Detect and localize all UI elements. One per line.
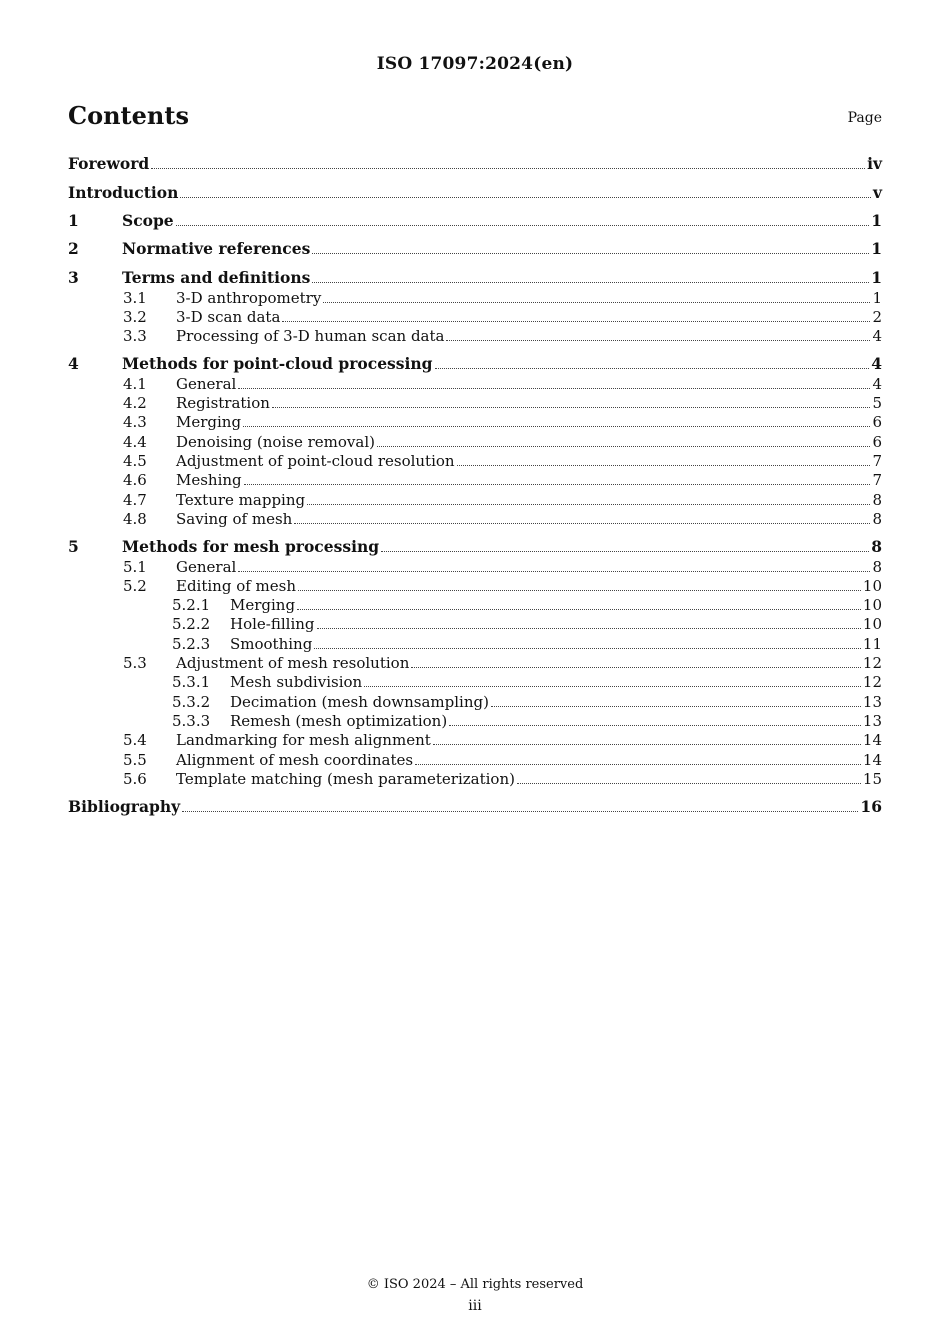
toc-entry[interactable] bbox=[68, 326, 882, 346]
toc-dot-leader bbox=[312, 281, 869, 283]
toc-entry-title: Hole-filling bbox=[230, 615, 315, 633]
toc-entry-title: Bibliography bbox=[68, 797, 181, 816]
toc-entry-page: 10 bbox=[862, 577, 882, 595]
toc-entry[interactable] bbox=[68, 769, 882, 789]
toc-entry-number: 4 bbox=[68, 354, 79, 373]
toc-entry-title: Processing of 3-D human scan data bbox=[176, 327, 445, 345]
toc-entry-page: iv bbox=[867, 154, 882, 173]
toc-entry-title: Meshing bbox=[176, 471, 242, 489]
toc-entry-page: 4 bbox=[872, 375, 882, 393]
toc-entry-page: 6 bbox=[872, 413, 882, 431]
toc-entry-title: Merging bbox=[176, 413, 242, 431]
toc-entry-title: Adjustment of mesh resolution bbox=[176, 654, 410, 672]
toc-entry-title: Methods for mesh processing bbox=[122, 537, 380, 556]
toc-entry-number: 4.1 bbox=[123, 375, 147, 393]
toc-entry-title: 3-D anthropometry bbox=[176, 289, 322, 307]
toc-entry[interactable] bbox=[68, 412, 882, 432]
toc-entry-page: 7 bbox=[872, 452, 882, 470]
toc-entry-page: 15 bbox=[862, 770, 882, 788]
toc-entry-title: Scope bbox=[122, 211, 174, 230]
document-id: ISO 17097:2024(en) bbox=[376, 54, 574, 74]
toc-entry-title: Mesh subdivision bbox=[230, 673, 363, 691]
toc-entry-number: 5 bbox=[68, 537, 79, 556]
toc-dot-leader bbox=[491, 705, 861, 707]
toc-entry-page: 4 bbox=[872, 327, 882, 345]
toc-entry-page: 8 bbox=[872, 491, 882, 509]
toc-dot-leader bbox=[297, 608, 861, 610]
toc-entry[interactable] bbox=[68, 634, 882, 654]
toc-entry-page: 14 bbox=[862, 751, 882, 769]
toc-dot-leader bbox=[151, 167, 865, 169]
toc-entry-page: 10 bbox=[862, 596, 882, 614]
toc-entry[interactable] bbox=[68, 268, 882, 288]
toc-entry-title: Adjustment of point-cloud resolution bbox=[176, 452, 455, 470]
toc-entry-number: 4.3 bbox=[123, 413, 147, 431]
toc-dot-leader bbox=[517, 782, 861, 784]
toc-entry[interactable] bbox=[68, 537, 882, 557]
copyright-footer: © ISO 2024 – All rights reserved bbox=[366, 1277, 584, 1292]
toc-entry-page: 7 bbox=[872, 471, 882, 489]
toc-entry-title: Denoising (noise removal) bbox=[176, 433, 375, 451]
toc-entry[interactable] bbox=[68, 576, 882, 596]
toc-entry-number: 5.3.1 bbox=[172, 673, 211, 691]
toc-dot-leader bbox=[364, 685, 861, 687]
toc-entry-page: 8 bbox=[872, 558, 882, 576]
toc-entry[interactable] bbox=[68, 451, 882, 471]
toc-entry-number: 5.4 bbox=[123, 731, 147, 749]
toc-entry-page: 12 bbox=[862, 673, 882, 691]
toc-dot-leader bbox=[294, 522, 870, 524]
toc-entry-number: 3.2 bbox=[123, 308, 147, 326]
toc-entry-title: Merging bbox=[230, 596, 296, 614]
toc-entry-title: Registration bbox=[176, 394, 270, 412]
toc-entry[interactable] bbox=[68, 183, 882, 203]
toc-dot-leader bbox=[272, 406, 871, 408]
toc-entry-number: 4.2 bbox=[123, 394, 147, 412]
toc-entry[interactable] bbox=[68, 307, 882, 327]
toc-dot-leader bbox=[238, 570, 870, 572]
toc-entry[interactable] bbox=[68, 672, 882, 692]
toc-entry[interactable] bbox=[68, 211, 882, 231]
toc-entry-page: 11 bbox=[862, 635, 882, 653]
toc-entry-title: Editing of mesh bbox=[176, 577, 297, 595]
toc-entry-number: 5.3.3 bbox=[172, 712, 211, 730]
toc-entry[interactable] bbox=[68, 354, 882, 374]
toc-entry-number: 5.1 bbox=[123, 558, 147, 576]
toc-entry-title: Decimation (mesh downsampling) bbox=[230, 693, 489, 711]
toc-dot-leader bbox=[449, 724, 861, 726]
toc-dot-leader bbox=[298, 589, 861, 591]
toc-entry-number: 1 bbox=[68, 211, 79, 230]
toc-entry-number: 5.5 bbox=[123, 751, 147, 769]
toc-entry[interactable] bbox=[68, 653, 882, 673]
toc-entry[interactable] bbox=[68, 595, 882, 615]
toc-entry-title: Terms and definitions bbox=[122, 268, 311, 287]
toc-entry-page: 8 bbox=[871, 537, 882, 556]
toc-entry-title: Texture mapping bbox=[176, 491, 306, 509]
toc-dot-leader bbox=[415, 763, 861, 765]
toc-entry-number: 5.3 bbox=[123, 654, 147, 672]
contents-title: Contents bbox=[68, 101, 189, 130]
toc-entry-number: 4.5 bbox=[123, 452, 147, 470]
toc-dot-leader bbox=[317, 627, 861, 629]
toc-entry-title: Normative references bbox=[122, 239, 311, 258]
toc-entry-number: 4.7 bbox=[123, 491, 147, 509]
toc-entry[interactable] bbox=[68, 490, 882, 510]
toc-entry-page: v bbox=[872, 183, 882, 202]
toc-entry-title: Landmarking for mesh alignment bbox=[176, 731, 431, 749]
toc-entry[interactable] bbox=[68, 711, 882, 731]
toc-entry[interactable] bbox=[68, 557, 882, 577]
toc-entry[interactable] bbox=[68, 393, 882, 413]
toc-dot-leader bbox=[381, 550, 869, 552]
toc-entry[interactable] bbox=[68, 509, 882, 529]
toc-entry-number: 3.3 bbox=[123, 327, 147, 345]
toc-entry[interactable] bbox=[68, 470, 882, 490]
toc-entry-title: Alignment of mesh coordinates bbox=[176, 751, 414, 769]
toc-entry-page: 13 bbox=[862, 712, 882, 730]
toc-entry-page: 6 bbox=[872, 433, 882, 451]
toc-entry-title: Remesh (mesh optimization) bbox=[230, 712, 448, 730]
toc-entry-page: 5 bbox=[872, 394, 882, 412]
toc-entry-number: 5.2.3 bbox=[172, 635, 211, 653]
toc-dot-leader bbox=[238, 387, 870, 389]
toc-entry-page: 1 bbox=[871, 211, 882, 230]
toc-dot-leader bbox=[433, 743, 861, 745]
page-number: iii bbox=[468, 1298, 482, 1314]
toc-entry-page: 1 bbox=[872, 289, 882, 307]
toc-dot-leader bbox=[244, 483, 871, 485]
toc-entry[interactable] bbox=[68, 154, 882, 174]
toc-entry-title: General bbox=[176, 375, 237, 393]
toc-entry-number: 5.3.2 bbox=[172, 693, 211, 711]
toc-dot-leader bbox=[435, 367, 870, 369]
toc-entry-title: Template matching (mesh parameterization) bbox=[176, 770, 515, 788]
toc-dot-leader bbox=[377, 445, 870, 447]
toc-entry-number: 3 bbox=[68, 268, 79, 287]
toc-entry-page: 1 bbox=[871, 239, 882, 258]
toc-entry[interactable] bbox=[68, 374, 882, 394]
toc-dot-leader bbox=[307, 503, 870, 505]
toc-entry-number: 4.6 bbox=[123, 471, 147, 489]
toc-entry[interactable] bbox=[68, 797, 882, 817]
toc-entry-page: 2 bbox=[872, 308, 882, 326]
toc-entry[interactable] bbox=[68, 288, 882, 308]
toc-entry-number: 5.2.2 bbox=[172, 615, 211, 633]
toc-entry[interactable] bbox=[68, 614, 882, 634]
toc-entry-page: 16 bbox=[860, 797, 882, 816]
toc-entry-number: 5.2 bbox=[123, 577, 147, 595]
toc-entry-number: 5.6 bbox=[123, 770, 147, 788]
toc-entry[interactable] bbox=[68, 750, 882, 770]
toc-entry-page: 1 bbox=[871, 268, 882, 287]
toc-entry-title: Methods for point-cloud processing bbox=[122, 354, 433, 373]
toc-entry-title: General bbox=[176, 558, 237, 576]
toc-entry-page: 10 bbox=[862, 615, 882, 633]
toc-entry[interactable] bbox=[68, 239, 882, 259]
toc-dot-leader bbox=[314, 647, 861, 649]
toc-dot-leader bbox=[312, 252, 869, 254]
toc-entry-number: 5.2.1 bbox=[172, 596, 211, 614]
toc-dot-leader bbox=[323, 301, 870, 303]
toc-entry[interactable] bbox=[68, 692, 882, 712]
toc-dot-leader bbox=[411, 666, 861, 668]
toc-entry-page: 4 bbox=[871, 354, 882, 373]
toc-entry[interactable] bbox=[68, 730, 882, 750]
toc-entry-title: 3-D scan data bbox=[176, 308, 281, 326]
toc-entry-title: Smoothing bbox=[230, 635, 313, 653]
toc-entry-page: 8 bbox=[872, 510, 882, 528]
toc-dot-leader bbox=[176, 224, 870, 226]
toc-entry-page: 14 bbox=[862, 731, 882, 749]
toc-dot-leader bbox=[180, 196, 871, 198]
toc-dot-leader bbox=[457, 464, 871, 466]
toc-dot-leader bbox=[243, 425, 870, 427]
toc-entry-title: Foreword bbox=[68, 154, 150, 173]
toc-dot-leader bbox=[182, 810, 858, 812]
toc-entry-title: Saving of mesh bbox=[176, 510, 293, 528]
toc-dot-leader bbox=[282, 320, 870, 322]
toc-entry-number: 4.8 bbox=[123, 510, 147, 528]
toc-entry[interactable] bbox=[68, 432, 882, 452]
toc-entry-title: Introduction bbox=[68, 183, 179, 202]
toc-entry-page: 12 bbox=[862, 654, 882, 672]
toc-entry-number: 3.1 bbox=[123, 289, 147, 307]
toc-entry-number: 4.4 bbox=[123, 433, 147, 451]
page-column-label: Page bbox=[847, 110, 882, 126]
toc-dot-leader bbox=[446, 339, 870, 341]
toc-entry-number: 2 bbox=[68, 239, 79, 258]
toc-entry-page: 13 bbox=[862, 693, 882, 711]
